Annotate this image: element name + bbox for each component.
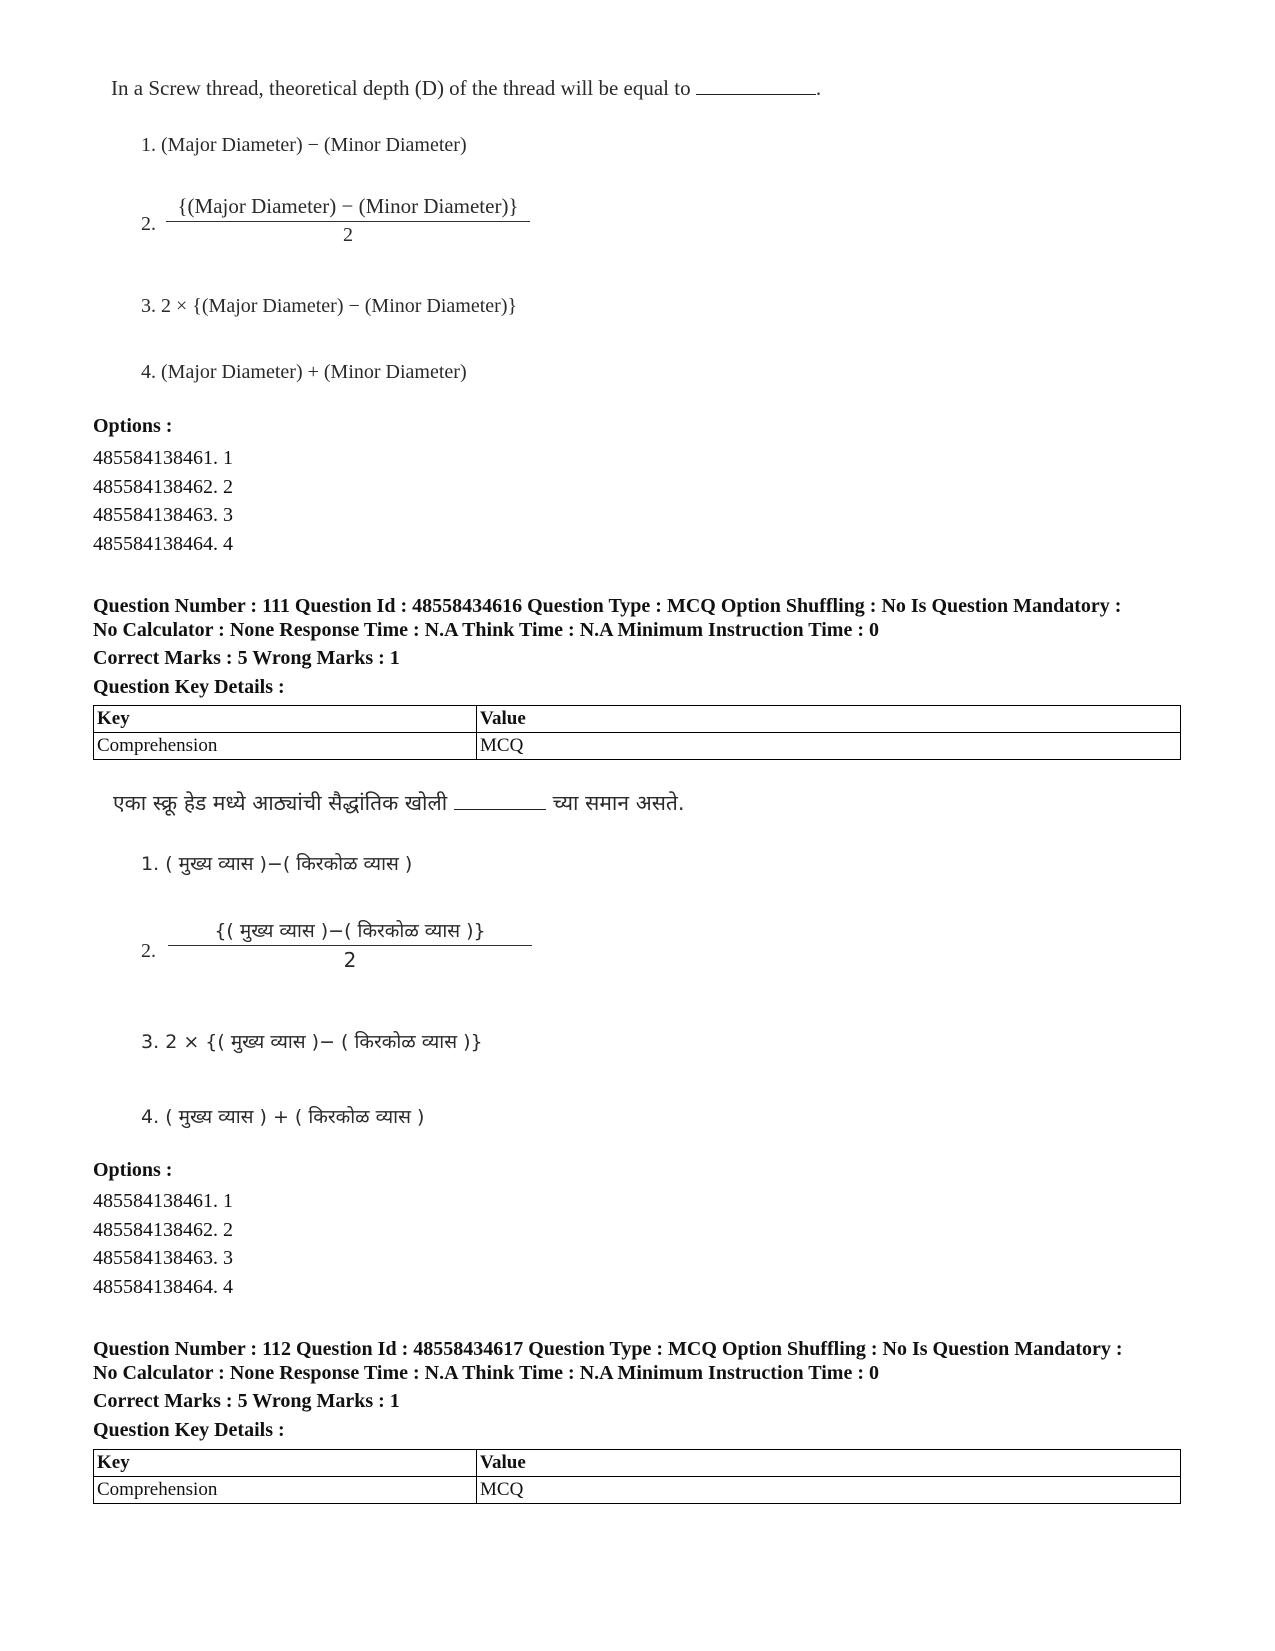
choice-number: 4. [141, 361, 156, 383]
option-item: 485584138464. 4 [93, 532, 233, 555]
q112-meta-line2: No Calculator : None Response Time : N.A Think Time : N.A Minimum Instruction Time : 0 [93, 1362, 879, 1384]
option-item: 485584138462. 2 [93, 475, 233, 498]
q111-meta-line2: No Calculator : None Response Time : N.A Think Time : N.A Minimum Instruction Time : 0 [93, 619, 879, 641]
fraction-bar [168, 945, 532, 946]
marathi-stem-before: एका स्क्रू हेड मध्ये आठ्यांची सैद्धांतिक खोली [113, 791, 448, 815]
answer-blank [696, 76, 816, 95]
q111-key-details-heading: Question Key Details : [93, 676, 285, 698]
value-header: Value [477, 706, 1181, 733]
choice-text: ( मुख्य व्यास )−( किरकोळ व्यास ) [165, 853, 413, 875]
marathi-question-stem [113, 789, 685, 817]
english-choice-1 [141, 134, 467, 157]
choice-text: ( मुख्य व्यास ) + ( किरकोळ व्यास ) [165, 1106, 425, 1128]
q111-marks: Correct Marks : 5 Wrong Marks : 1 [93, 647, 400, 669]
choice-text: (Major Diameter) − (Minor Diameter) [161, 134, 467, 156]
key-header: Key [94, 1450, 477, 1477]
fraction-numerator: {( मुख्य व्यास )−( किरकोळ व्यास )} [214, 920, 486, 942]
fraction-denominator: 2 [343, 948, 357, 972]
options-list-2 [93, 1187, 233, 1301]
marathi-choice-3 [141, 1028, 483, 1054]
english-choice-2-number: 2. [141, 213, 156, 235]
option-item: 485584138463. 3 [93, 1247, 233, 1269]
value-cell: MCQ [477, 1477, 1181, 1504]
english-choice-2-fraction [166, 194, 530, 247]
choice-text: 2 × {(Major Diameter) − (Minor Diameter)} [161, 295, 518, 317]
key-header: Key [94, 706, 477, 733]
q111-meta-line1: Question Number : 111 Question Id : 48558434616 Question Type : MCQ Option Shuffling : No Is Question Mandatory : [93, 595, 1122, 617]
choice-text: (Major Diameter) + (Minor Diameter) [161, 361, 467, 383]
english-question-stem [111, 76, 821, 101]
options-heading-1: Options : [93, 415, 173, 437]
value-header: Value [477, 1450, 1181, 1477]
choice-number: 3. [141, 295, 156, 317]
fraction-denominator: 2 [343, 224, 353, 246]
marathi-choice-2-fraction [168, 917, 532, 972]
table-row [94, 733, 1181, 760]
choice-number: 1. [141, 853, 160, 875]
option-item: 485584138461. 1 [93, 447, 233, 469]
fraction-numerator: {(Major Diameter) − (Minor Diameter)} [177, 194, 519, 218]
q111-key-table [93, 705, 1181, 760]
marathi-choice-1 [141, 850, 412, 876]
fraction-bar [166, 221, 530, 222]
choice-number: 3. [141, 1031, 160, 1053]
option-item: 485584138461. 1 [93, 1190, 233, 1212]
q112-key-table [93, 1449, 1181, 1504]
q112-meta-line1: Question Number : 112 Question Id : 48558434617 Question Type : MCQ Option Shuffling : No Is Question Mandatory : [93, 1338, 1123, 1360]
answer-blank [454, 791, 546, 810]
marathi-choice-2-number: 2. [141, 940, 156, 962]
option-item: 485584138464. 4 [93, 1275, 233, 1298]
english-stem-text: In a Screw thread, theoretical depth (D) of the thread will be equal to [111, 76, 691, 100]
marathi-stem-after: च्या समान असते. [552, 791, 685, 815]
option-item: 485584138462. 2 [93, 1218, 233, 1241]
option-item: 485584138463. 3 [93, 504, 233, 526]
english-choice-3 [141, 295, 517, 318]
key-cell: Comprehension [94, 733, 477, 760]
options-heading-2: Options : [93, 1159, 173, 1181]
table-header-row [94, 706, 1181, 733]
value-cell: MCQ [477, 733, 1181, 760]
english-choice-4 [141, 361, 467, 384]
stem-end: . [815, 76, 822, 100]
marathi-choice-4 [141, 1103, 424, 1129]
table-header-row [94, 1450, 1181, 1477]
key-cell: Comprehension [94, 1477, 477, 1504]
choice-text: 2 × {( मुख्य व्यास )− ( किरकोळ व्यास )} [165, 1031, 483, 1053]
table-row [94, 1477, 1181, 1504]
choice-number: 1. [141, 134, 156, 156]
q112-key-details-heading: Question Key Details : [93, 1419, 285, 1441]
options-list-1 [93, 444, 233, 558]
q112-marks: Correct Marks : 5 Wrong Marks : 1 [93, 1390, 400, 1412]
choice-number: 4. [141, 1106, 160, 1128]
